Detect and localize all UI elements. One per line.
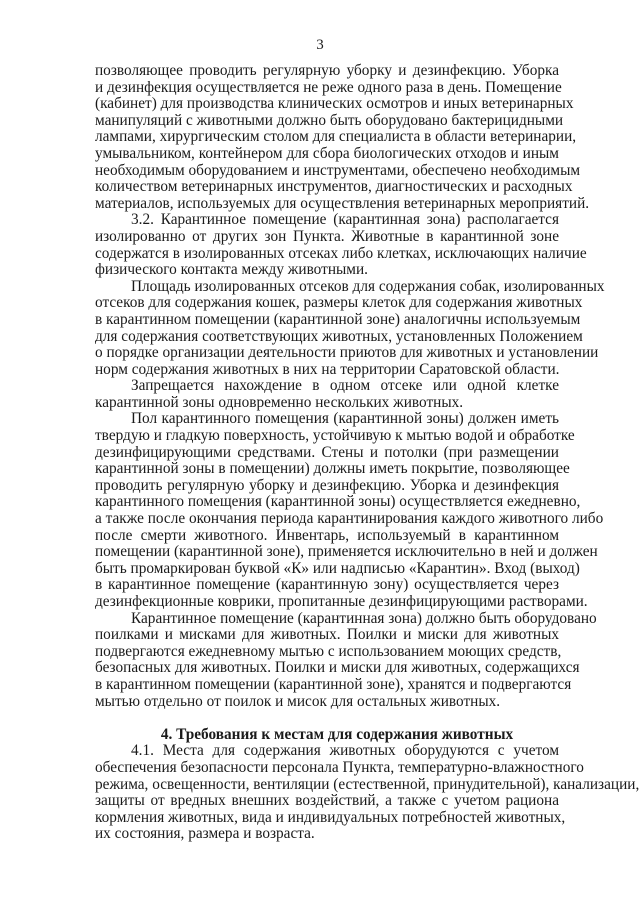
text-line: о порядке организации деятельности приютов для животных и установлении: [95, 344, 599, 362]
text-line: после смерти животного. Инвентарь, используемый в карантинном: [95, 526, 559, 544]
text-line: Пол карантинного помещения (карантинной зоны) должен иметь: [131, 410, 559, 428]
text-line: кормления животных, вида и индивидуальных потребностей животных,: [95, 808, 566, 826]
paragraph: [95, 410, 604, 610]
text-line: в карантинном помещении (карантинной зоне) аналогичны используемым: [95, 310, 581, 328]
text-line: помещении (карантинной зоне), применяется исключительно в ней и должен: [95, 543, 598, 561]
text-line: а также после окончания периода карантинирования каждого животного либо: [95, 510, 604, 528]
text-line: и дезинфекция осуществляется не реже одного раза в день. Помещение: [95, 78, 562, 96]
text-line: отсеков для содержания кошек, размеры клеток для содержания животных: [95, 294, 583, 312]
text-line: карантинной зоны одновременно нескольких животных.: [95, 393, 464, 411]
text-line: мытью отдельно от поилок и мисок для остальных животных.: [95, 692, 501, 710]
text-line: безопасных для животных. Поилки и миски для животных, содержащихся: [95, 659, 580, 677]
section-3-text: [95, 62, 605, 710]
section-heading: 4. Требования к местам для содержания животных: [160, 725, 514, 743]
paragraph: [95, 277, 605, 379]
text-line: твердую и гладкую поверхность, устойчивую к мытью водой и обработке: [95, 427, 575, 445]
text-line: физического контакта между животными.: [95, 261, 368, 279]
text-line: материалов, используемых для осуществления ветеринарных мероприятий.: [95, 194, 590, 212]
text-line: в карантинном помещении (карантинной зоне), хранятся и подвергаются: [95, 675, 572, 693]
text-line: лампами, хирургическим столом для специалиста в области ветеринарии,: [95, 128, 577, 146]
text-line: (кабинет) для производства клинических осмотров и иных ветеринарных: [95, 95, 574, 113]
paragraph: [95, 742, 640, 843]
text-line: карантинной зоны в помещении) должны иметь покрытие, позволяющее: [95, 460, 570, 478]
text-line: содержатся в изолированных отсеках либо клетках, исключающих наличие: [95, 244, 587, 262]
text-line: проводить регулярную уборку и дезинфекцию. Уборка и дезинфекция: [95, 476, 559, 494]
text-line: изолированно от других зон Пункта. Животные в карантинной зоне: [95, 227, 559, 245]
text-line: для содержания соответствующих животных, установленных Положением: [95, 327, 583, 345]
text-line: количеством ветеринарных инструментов, диагностических и расходных: [95, 178, 573, 196]
text-line: Запрещается нахождение в одном отсеке или одной клетке: [131, 377, 559, 395]
section-4-text: [95, 742, 640, 843]
text-line: их состояния, размера и возраста.: [95, 825, 315, 843]
paragraph: [95, 211, 587, 279]
paragraph: [95, 62, 590, 212]
text-line: обеспечения безопасности персонала Пункта, температурно-влажностного: [95, 758, 584, 776]
page-number: 3: [316, 37, 324, 53]
text-line: 3.2. Карантинное помещение (карантинная зона) располагается: [131, 211, 559, 229]
paragraph: [95, 609, 597, 711]
spacer: [95, 710, 559, 727]
text-line: манипуляций с животными должно быть оборудовано бактерицидными: [95, 111, 564, 129]
text-line: режима, освещенности, вентиляции (естественной, принудительной), канализации,: [95, 775, 640, 793]
text-line: норм содержания животных в них на территории Саратовской области.: [95, 360, 560, 378]
paragraph: [95, 378, 559, 411]
text-line: защиты от вредных внешних воздействий, а также с учетом рациона: [95, 792, 559, 810]
text-line: дезинфекционные коврики, пропитанные дезинфицирующими растворами.: [95, 593, 588, 610]
text-line: 4.1. Места для содержания животных оборудуются с учетом: [131, 742, 559, 760]
text-line: позволяющее проводить регулярную уборку и дезинфекцию. Уборка: [95, 62, 559, 79]
document-body: [95, 62, 640, 843]
text-line: быть промаркирован буквой «К» или надписью «Карантин». Вход (выход): [95, 559, 580, 577]
text-line: карантинного помещения (карантинной зоны) осуществляется ежедневно,: [95, 493, 581, 511]
text-line: в карантинное помещение (карантинную зону) осуществляется через: [95, 576, 559, 594]
text-line: Площадь изолированных отсеков для содержания собак, изолированных: [131, 277, 605, 295]
text-line: необходимым оборудованием и инструментами, обеспечено необходимым: [95, 161, 581, 179]
text-line: умывальником, контейнером для сбора биологических отходов и иным: [95, 144, 559, 162]
text-line: дезинфицирующими средствами. Стены и потолки (при размещении: [95, 443, 559, 461]
text-line: поилками и мисками для животных. Поилки и миски для животных: [95, 626, 559, 644]
text-line: подвергаются ежедневному мытью с использованием моющих средств,: [95, 642, 562, 660]
text-line: Карантинное помещение (карантинная зона) должно быть оборудовано: [131, 609, 597, 627]
